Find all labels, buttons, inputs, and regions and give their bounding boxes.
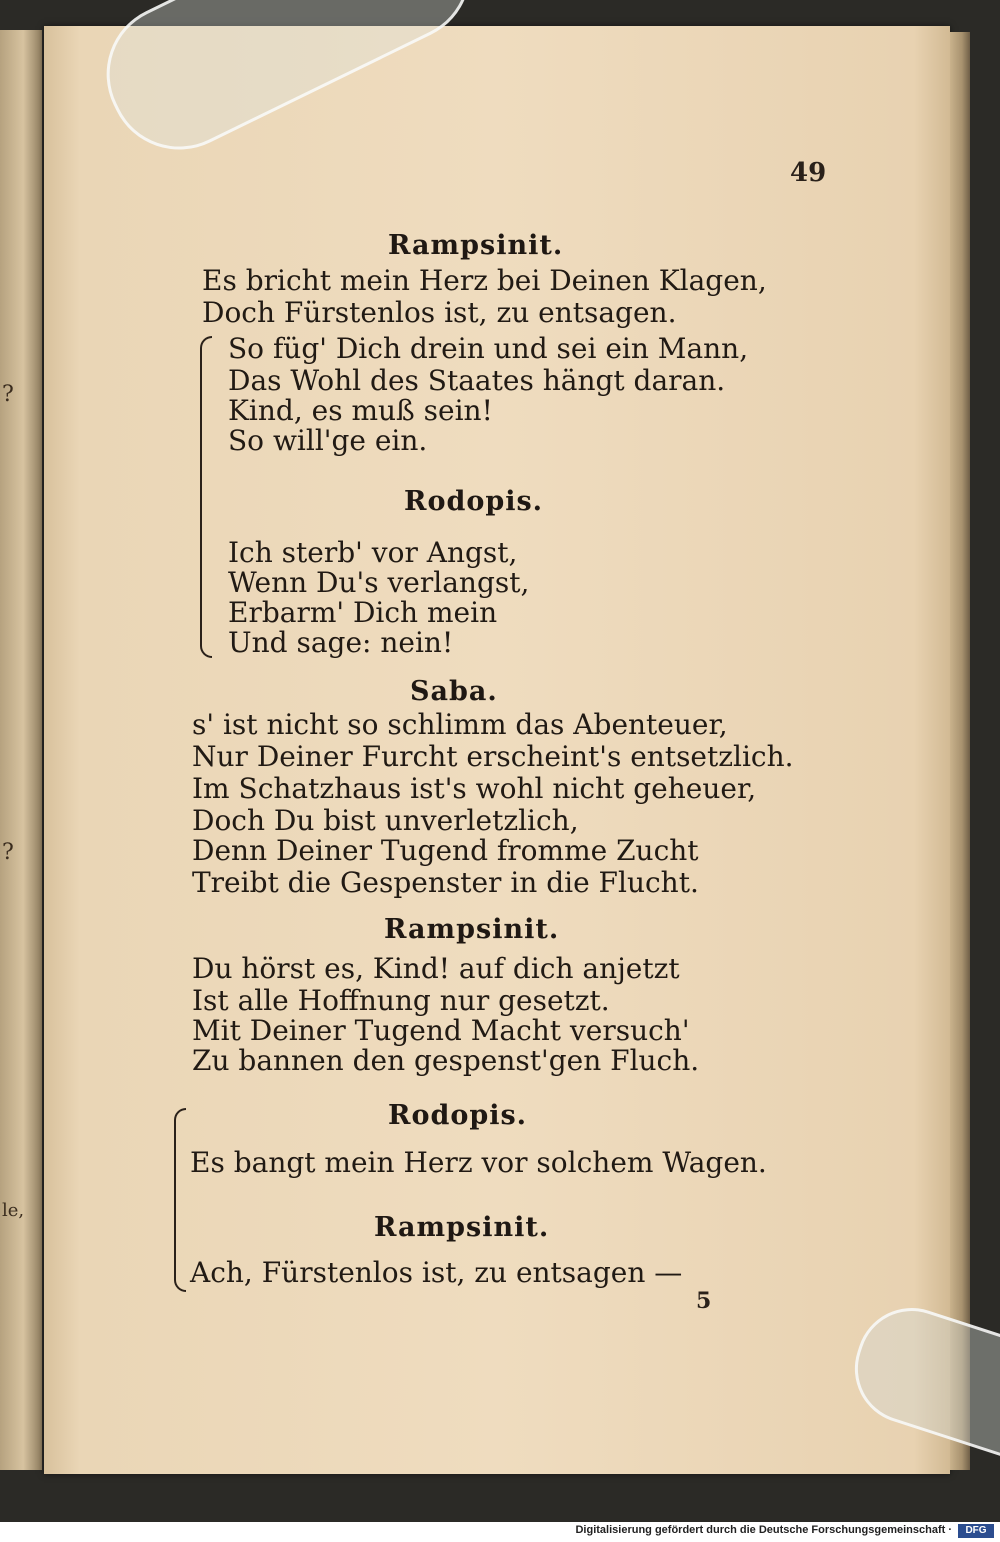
verse-line: Denn Deiner Tugend fromme Zucht: [192, 834, 699, 867]
verse-line: Ist alle Hoffnung nur gesetzt.: [192, 984, 610, 1017]
ensemble-brace: [200, 336, 212, 658]
verse-line: Mit Deiner Tugend Macht versuch': [192, 1014, 690, 1047]
facing-page-edge: [0, 30, 42, 1470]
verse-line: Doch Fürstenlos ist, zu entsagen.: [202, 296, 677, 329]
speaker-heading: Saba.: [410, 676, 498, 707]
verse-line: Im Schatzhaus ist's wohl nicht geheuer,: [192, 772, 757, 805]
speaker-heading: Rampsinit.: [384, 914, 560, 945]
speaker-heading: Rampsinit.: [388, 230, 564, 261]
footer-credit: Digitalisierung gefördert durch die Deutsche Forschungsgemeinschaft ·: [575, 1524, 952, 1536]
facing-page-fragment: ?: [2, 382, 14, 407]
signature-mark: 5: [696, 1288, 712, 1314]
verse-line: Das Wohl des Staates hängt daran.: [228, 364, 726, 397]
verse-line: Du hörst es, Kind! auf dich anjetzt: [192, 952, 680, 985]
verse-line: Ach, Fürstenlos ist, zu entsagen —: [190, 1256, 683, 1289]
verse-line: s' ist nicht so schlimm das Abenteuer,: [192, 708, 728, 741]
verse-line: Zu bannen den gespenst'gen Fluch.: [192, 1044, 700, 1077]
verse-line: Treibt die Gespenster in die Flucht.: [192, 866, 699, 899]
verse-line: Und sage: nein!: [228, 626, 454, 659]
verse-line: Doch Du bist unverletzlich,: [192, 804, 579, 837]
page-number: 49: [790, 158, 827, 188]
verse-line: Wenn Du's verlangst,: [228, 566, 530, 599]
verse-line: Erbarm' Dich mein: [228, 596, 498, 629]
verse-line: Es bricht mein Herz bei Deinen Klagen,: [202, 264, 767, 297]
verse-line: Kind, es muß sein!: [228, 394, 493, 427]
verse-line: So füg' Dich drein und sei ein Mann,: [228, 332, 749, 365]
duet-brace: [174, 1108, 186, 1292]
facing-page-fragment: ?: [2, 840, 14, 865]
verse-line: So will'ge ein.: [228, 424, 428, 457]
verse-line: Es bangt mein Herz vor solchem Wagen.: [190, 1146, 767, 1179]
dfg-logo: DFG: [958, 1524, 994, 1538]
speaker-heading: Rampsinit.: [374, 1212, 550, 1243]
verse-line: Ich sterb' vor Angst,: [228, 536, 518, 569]
speaker-heading: Rodopis.: [404, 486, 544, 517]
page-stack-edge: [950, 32, 970, 1470]
verse-line: Nur Deiner Furcht erscheint's entsetzlich.: [192, 740, 794, 773]
facing-page-fragment: le,: [2, 1200, 25, 1221]
speaker-heading: Rodopis.: [388, 1100, 528, 1131]
